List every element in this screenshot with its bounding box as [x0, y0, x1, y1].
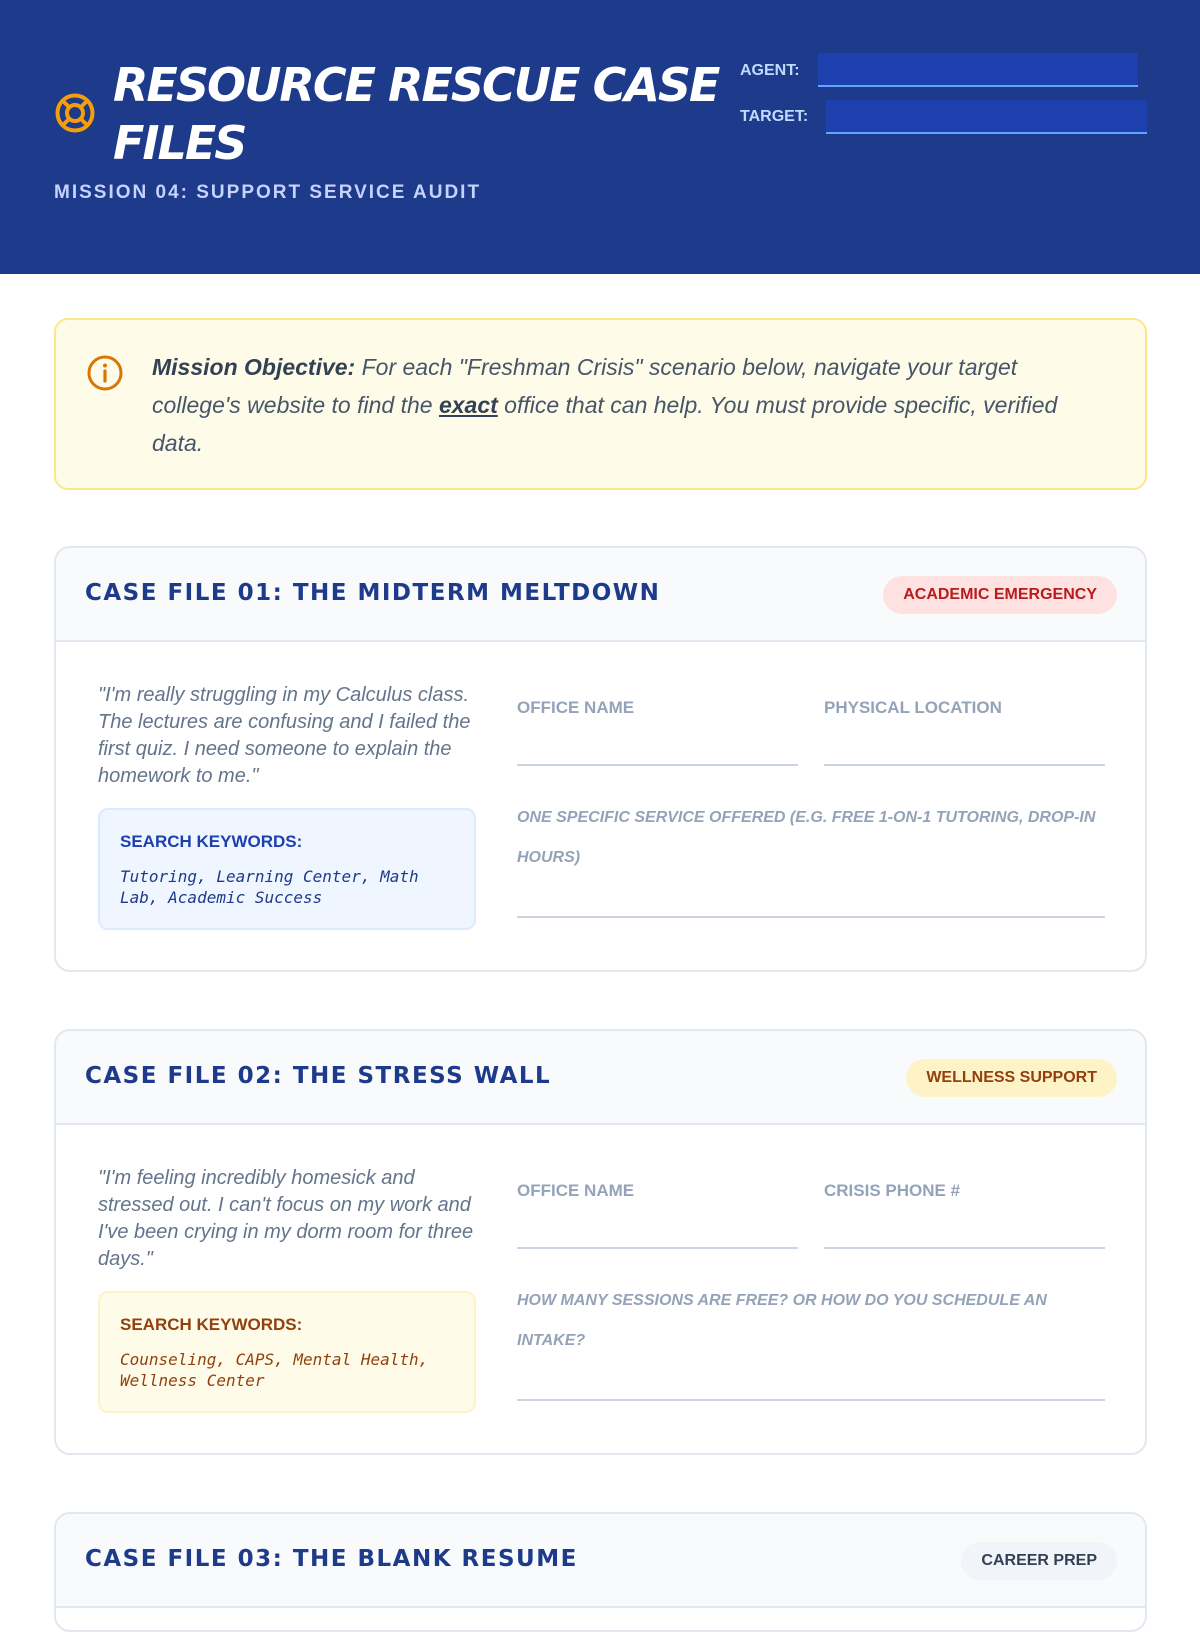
case-file-card [54, 1512, 1147, 1632]
sessions-intake-field[interactable] [517, 1399, 1105, 1401]
category-tag: CAREER PREP [961, 1542, 1117, 1580]
page-title: RESOURCE RESCUE CASE FILES [113, 58, 719, 170]
target-input[interactable] [826, 100, 1147, 134]
lifebuoy-icon [54, 92, 96, 134]
case-file-title: CASE FILE 03: THE BLANK RESUME [85, 1546, 578, 1572]
scenario-quote: "I'm really struggling in my Calculus class. The lectures are confusing and I failed the first quiz. I need someone to explain the homework to me." [98, 684, 471, 787]
case-file-card [54, 546, 1147, 972]
objective-text [152, 348, 1112, 462]
search-keywords-label: SEARCH KEYWORDS: [120, 1315, 303, 1334]
physical-location-label: PHYSICAL LOCATION [824, 698, 1002, 717]
mission-objective-box [54, 318, 1147, 490]
sessions-intake-label: HOW MANY SESSIONS ARE FREE? OR HOW DO YOU SCHEDULE AN INTAKE? [517, 1292, 1047, 1349]
search-keywords: Tutoring, Learning Center, Math Lab, Academic Success [120, 867, 419, 907]
scenario-quote: "I'm feeling incredibly homesick and stressed out. I can't focus on my work and I've been crying in my dorm room for three days." [98, 1167, 474, 1270]
category-tag: ACADEMIC EMERGENCY [883, 576, 1117, 614]
office-name-field[interactable] [517, 764, 798, 766]
search-keywords-label: SEARCH KEYWORDS: [120, 832, 303, 851]
case-file-header [56, 1514, 1145, 1608]
crisis-phone-field[interactable] [824, 1247, 1105, 1249]
case-file-card [54, 1029, 1147, 1455]
specific-service-field[interactable] [517, 916, 1105, 918]
agent-input[interactable] [818, 53, 1138, 87]
case-file-title: CASE FILE 02: THE STRESS WALL [85, 1063, 552, 1089]
page-header [0, 0, 1200, 274]
office-name-field[interactable] [517, 1247, 798, 1249]
specific-service-label: ONE SPECIFIC SERVICE OFFERED (E.G. FREE 1-ON-1 TUTORING, DROP-IN HOURS) [517, 809, 1096, 866]
objective-lead: Mission Objective: [152, 354, 356, 380]
office-name-label: OFFICE NAME [517, 1181, 635, 1200]
objective-text-part-1: For each "Freshman Crisis" scenario below, navigate your target college's website to find the [152, 354, 1018, 418]
target-label: TARGET: [740, 108, 809, 125]
objective-emphasis: exact [438, 392, 498, 418]
crisis-phone-label: CRISIS PHONE # [824, 1181, 961, 1200]
info-icon [86, 354, 124, 392]
search-keywords-box [98, 808, 476, 930]
case-file-header [56, 1031, 1145, 1125]
office-name-label: OFFICE NAME [517, 698, 635, 717]
category-tag: WELLNESS SUPPORT [906, 1059, 1117, 1097]
case-file-header [56, 548, 1145, 642]
objective-text-part-2: office that can help. You must provide specific, verified data. [152, 392, 1058, 456]
case-file-title: CASE FILE 01: THE MIDTERM MELTDOWN [85, 580, 661, 606]
mission-subtitle: MISSION 04: SUPPORT SERVICE AUDIT [54, 182, 482, 203]
search-keywords-box [98, 1291, 476, 1413]
search-keywords: Counseling, CAPS, Mental Health, Wellness Center [120, 1350, 429, 1390]
physical-location-field[interactable] [824, 764, 1105, 766]
agent-label: AGENT: [740, 62, 800, 79]
